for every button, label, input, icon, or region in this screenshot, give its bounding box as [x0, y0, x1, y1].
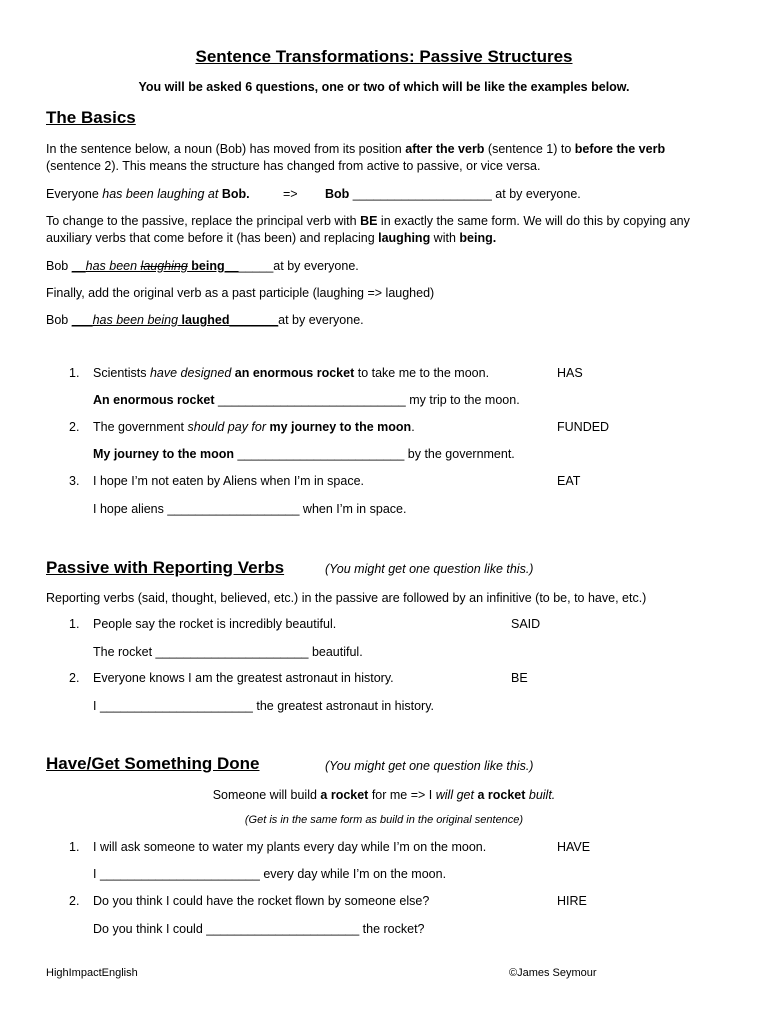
answer-line: I ______________________ the greatest astronaut in history.	[93, 699, 435, 713]
answer-line: My journey to the moon ________________________ by the government.	[93, 447, 515, 461]
question-number: 2.	[69, 671, 80, 685]
section-heading-have-get: Have/Get Something Done	[46, 754, 260, 773]
basics-paragraph-1: In the sentence below, a noun (Bob) has moved from its position after the verb (sentence 1) to before the verb	[46, 142, 666, 156]
basics-example-1: Everyone has been laughing at Bob.	[46, 187, 250, 201]
footer-right: ©James Seymour	[509, 967, 597, 979]
page-title: Sentence Transformations: Passive Structures	[195, 47, 573, 66]
question-prompt: Scientists have designed an enormous rocket to take me to the moon.	[93, 366, 490, 380]
question-prompt: I will ask someone to water my plants every day while I’m on the moon.	[93, 840, 487, 854]
answer-line: The rocket ______________________ beautiful.	[93, 645, 363, 659]
question-number: 2.	[69, 420, 80, 434]
key-word: HIRE	[557, 894, 587, 908]
key-word: EAT	[557, 474, 581, 488]
footer-left: HighImpactEnglish	[46, 967, 138, 979]
question-prompt: Everyone knows I am the greatest astronaut in history.	[93, 671, 394, 685]
question-prompt: Do you think I could have the rocket flown by someone else?	[93, 894, 430, 908]
question-prompt: The government should pay for my journey to the moon.	[93, 420, 415, 434]
key-word: FUNDED	[557, 420, 610, 434]
have-get-example: Someone will build a rocket for me => I will get a rocket built.	[212, 788, 556, 802]
section-note: (You might get one question like this.)	[325, 759, 534, 773]
basics-example-3: Bob ___has been being laughed_______at by everyone.	[46, 313, 364, 327]
basics-paragraph-3: Finally, add the original verb as a past participle (laughing => laughed)	[46, 286, 435, 300]
basics-paragraph-2-line-2: auxiliary verbs that come before it (has been) and replacing laughing with being.	[46, 231, 497, 245]
question-prompt: I hope I’m not eaten by Aliens when I’m in space.	[93, 474, 364, 488]
basics-example-1-answer: Bob ____________________ at by everyone.	[325, 187, 581, 201]
section-heading-basics: The Basics	[46, 108, 136, 127]
question-number: 3.	[69, 474, 80, 488]
key-word: HAVE	[557, 840, 591, 854]
have-get-example-note: (Get is in the same form as build in the original sentence)	[244, 814, 524, 826]
key-word: HAS	[557, 366, 583, 380]
answer-line: An enormous rocket ___________________________ my trip to the moon.	[93, 393, 520, 407]
key-word: SAID	[511, 617, 541, 631]
answer-line: I _______________________ every day while I’m on the moon.	[93, 867, 447, 881]
arrow-symbol: =>	[283, 187, 298, 201]
question-number: 1.	[69, 617, 80, 631]
basics-paragraph-1-line-2: (sentence 2). This means the structure has changed from active to passive, or vice versa.	[46, 159, 541, 173]
page-subtitle: You will be asked 6 questions, one or two of which will be like the examples below.	[138, 80, 630, 94]
question-number: 2.	[69, 894, 80, 908]
basics-paragraph-2: To change to the passive, replace the principal verb with BE in exactly the same form. We will do this by copying any	[46, 214, 690, 228]
basics-example-2: Bob __has been laughing being_______at by everyone.	[46, 259, 359, 273]
question-number: 1.	[69, 840, 80, 854]
section-heading-reporting: Passive with Reporting Verbs	[46, 558, 285, 577]
answer-line: I hope aliens ___________________ when I’m in space.	[93, 502, 407, 516]
key-word: BE	[511, 671, 528, 685]
question-prompt: People say the rocket is incredibly beautiful.	[93, 617, 337, 631]
question-number: 1.	[69, 366, 80, 380]
section-note: (You might get one question like this.)	[325, 562, 534, 576]
answer-line: Do you think I could ______________________ the rocket?	[93, 922, 425, 936]
reporting-intro: Reporting verbs (said, thought, believed, etc.) in the passive are followed by an infinitive (to be, to have, etc.)	[46, 591, 647, 605]
